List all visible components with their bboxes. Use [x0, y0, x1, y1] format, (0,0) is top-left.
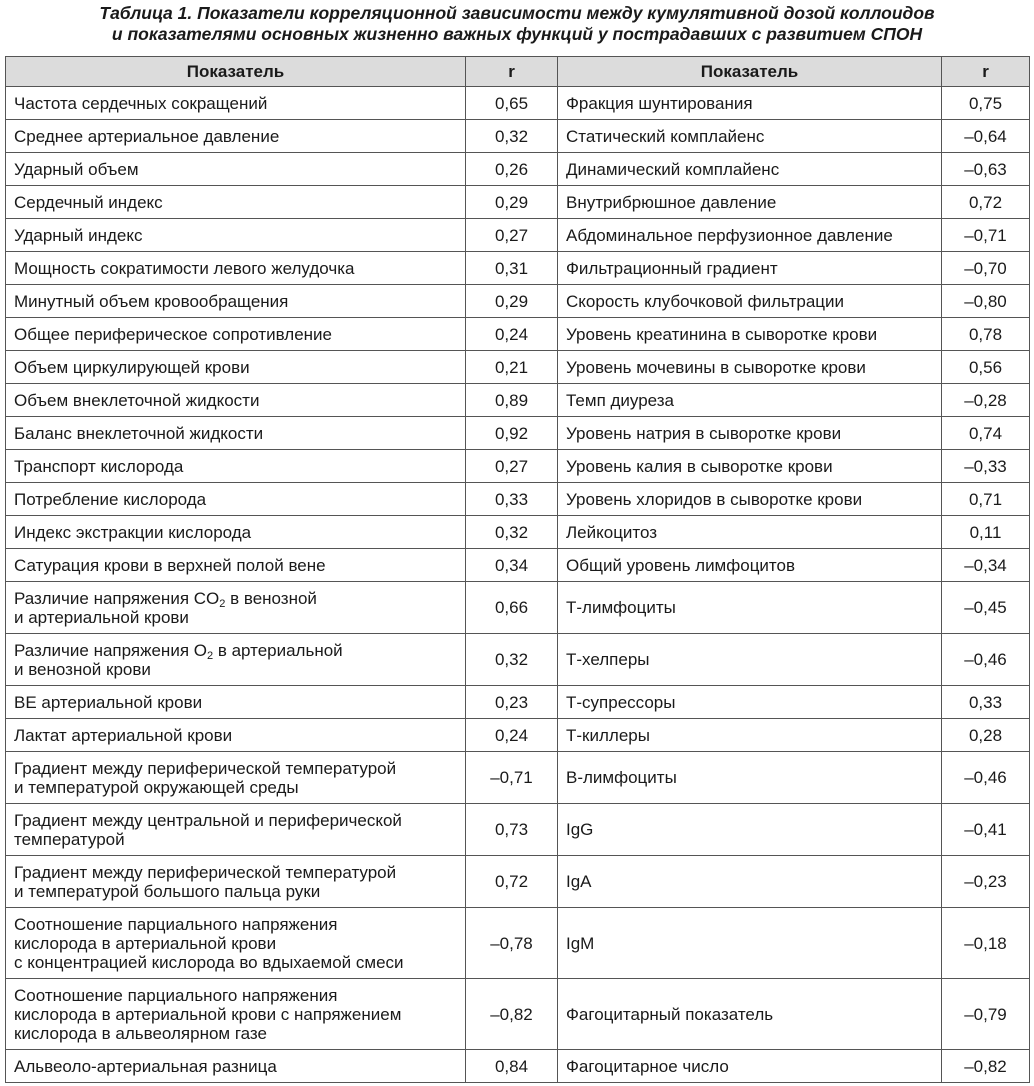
caption-line-2: и показателями основных жизненно важных функций у пострадавших с развитием СПОН [111, 24, 923, 44]
left-indicator-text: Различие напряжения O [14, 640, 207, 660]
right-r-value: –0,45 [942, 582, 1030, 634]
left-indicator-cell [6, 285, 466, 318]
left-indicator-text: Ударный индекс [14, 225, 143, 245]
right-r-value: 0,33 [942, 686, 1030, 719]
left-r-value: 0,23 [466, 686, 558, 719]
left-indicator-cell [6, 856, 466, 908]
left-r-value: 0,29 [466, 285, 558, 318]
left-r-value: 0,73 [466, 804, 558, 856]
header-row [6, 57, 1030, 87]
left-indicator-text: Транспорт кислорода [14, 456, 184, 476]
left-r-value: 0,65 [466, 87, 558, 120]
table-row [6, 87, 1030, 120]
table-row [6, 516, 1030, 549]
table-row [6, 1050, 1030, 1083]
table-row [6, 417, 1030, 450]
left-indicator-text: Частота сердечных сокращений [14, 93, 268, 113]
left-indicator-cell [6, 1050, 466, 1083]
left-r-value: 0,21 [466, 351, 558, 384]
table-row [6, 219, 1030, 252]
table-row [6, 719, 1030, 752]
table-row [6, 804, 1030, 856]
right-r-value: –0,79 [942, 979, 1030, 1050]
left-indicator-text: и температурой окружающей среды [14, 777, 299, 797]
table-row [6, 856, 1030, 908]
left-indicator-text: температурой [14, 829, 125, 849]
left-r-value: 0,32 [466, 634, 558, 686]
right-indicator-cell: Уровень натрия в сыворотке крови [558, 417, 942, 450]
left-r-value: 0,92 [466, 417, 558, 450]
table-row [6, 634, 1030, 686]
left-indicator-text: и артериальной крови [14, 607, 189, 627]
right-r-value: –0,46 [942, 752, 1030, 804]
left-r-value: 0,27 [466, 450, 558, 483]
left-indicator-text: Сердечный индекс [14, 192, 163, 212]
left-indicator-text: в артериальной [213, 640, 343, 660]
left-indicator-text: Градиент между периферической температурой [14, 862, 397, 882]
right-indicator-cell: IgM [558, 908, 942, 979]
right-indicator-cell: Уровень калия в сыворотке крови [558, 450, 942, 483]
left-indicator-text: Общее периферическое сопротивление [14, 324, 332, 344]
subscript: 2 [206, 649, 214, 662]
right-r-value: 0,56 [942, 351, 1030, 384]
table-row [6, 384, 1030, 417]
table-row [6, 582, 1030, 634]
header-r-right: r [942, 57, 1030, 87]
left-indicator-text: и венозной крови [14, 659, 151, 679]
right-indicator-cell: Фагоцитарное число [558, 1050, 942, 1083]
left-indicator-text: Ударный объем [14, 159, 139, 179]
left-indicator-text: ВЕ артериальной крови [14, 692, 203, 712]
table-row [6, 120, 1030, 153]
left-indicator-cell [6, 549, 466, 582]
left-indicator-cell [6, 153, 466, 186]
table-body [6, 87, 1030, 1083]
left-indicator-cell [6, 686, 466, 719]
left-indicator-cell [6, 417, 466, 450]
right-indicator-cell: Т-хелперы [558, 634, 942, 686]
left-indicator-text: Сатурация крови в верхней полой вене [14, 555, 326, 575]
left-indicator-cell [6, 186, 466, 219]
left-r-value: 0,24 [466, 318, 558, 351]
table-row [6, 153, 1030, 186]
left-indicator-cell [6, 634, 466, 686]
table-row [6, 351, 1030, 384]
table-row [6, 285, 1030, 318]
right-r-value: –0,82 [942, 1050, 1030, 1083]
left-indicator-text: Градиент между периферической температурой [14, 758, 397, 778]
left-indicator-text: Среднее артериальное давление [14, 126, 280, 146]
table-row [6, 908, 1030, 979]
left-indicator-text: Различие напряжения CO [14, 588, 220, 608]
left-indicator-text: Альвеоло-артериальная разница [14, 1056, 277, 1076]
right-r-value: –0,46 [942, 634, 1030, 686]
right-r-value: –0,80 [942, 285, 1030, 318]
left-indicator-cell [6, 516, 466, 549]
right-r-value: 0,72 [942, 186, 1030, 219]
right-indicator-cell: Уровень мочевины в сыворотке крови [558, 351, 942, 384]
left-r-value: 0,31 [466, 252, 558, 285]
table-row [6, 483, 1030, 516]
left-indicator-cell [6, 804, 466, 856]
left-indicator-cell [6, 908, 466, 979]
right-r-value: –0,33 [942, 450, 1030, 483]
left-indicator-cell [6, 483, 466, 516]
right-indicator-cell: Уровень хлоридов в сыворотке крови [558, 483, 942, 516]
left-r-value: –0,82 [466, 979, 558, 1050]
subscript: 2 [219, 597, 226, 610]
right-r-value: 0,74 [942, 417, 1030, 450]
left-indicator-text: Соотношение парциального напряжения [14, 914, 338, 934]
right-r-value: 0,71 [942, 483, 1030, 516]
right-r-value: –0,70 [942, 252, 1030, 285]
right-r-value: –0,71 [942, 219, 1030, 252]
right-indicator-cell: Скорость клубочковой фильтрации [558, 285, 942, 318]
right-indicator-cell: Статический комплайенс [558, 120, 942, 153]
right-indicator-cell: IgG [558, 804, 942, 856]
right-r-value: 0,11 [942, 516, 1030, 549]
right-indicator-cell: Темп диуреза [558, 384, 942, 417]
left-r-value: 0,33 [466, 483, 558, 516]
left-r-value: 0,24 [466, 719, 558, 752]
table-caption [0, 3, 1034, 53]
left-r-value: 0,29 [466, 186, 558, 219]
right-indicator-cell: Т-киллеры [558, 719, 942, 752]
right-indicator-cell: Фракция шунтирования [558, 87, 942, 120]
right-indicator-cell: Динамический комплайенс [558, 153, 942, 186]
left-indicator-text: кислорода в альвеолярном газе [14, 1023, 267, 1043]
left-indicator-cell [6, 450, 466, 483]
left-indicator-text: Мощность сократимости левого желудочка [14, 258, 355, 278]
right-indicator-cell: IgA [558, 856, 942, 908]
right-r-value: –0,34 [942, 549, 1030, 582]
table-row [6, 186, 1030, 219]
right-r-value: –0,41 [942, 804, 1030, 856]
left-r-value: 0,84 [466, 1050, 558, 1083]
left-indicator-cell [6, 384, 466, 417]
header-indicator-right: Показатель [558, 57, 942, 87]
left-r-value: 0,32 [466, 516, 558, 549]
right-indicator-cell: В-лимфоциты [558, 752, 942, 804]
left-indicator-cell [6, 719, 466, 752]
left-indicator-text: Потребление кислорода [14, 489, 207, 509]
left-indicator-cell [6, 252, 466, 285]
right-r-value: 0,75 [942, 87, 1030, 120]
right-indicator-cell: Абдоминальное перфузионное давление [558, 219, 942, 252]
right-indicator-cell: Внутрибрюшное давление [558, 186, 942, 219]
left-r-value: 0,89 [466, 384, 558, 417]
right-indicator-cell: Т-лимфоциты [558, 582, 942, 634]
right-indicator-cell: Лейкоцитоз [558, 516, 942, 549]
left-indicator-text: Баланс внеклеточной жидкости [14, 423, 264, 443]
left-indicator-text: Минутный объем кровообращения [14, 291, 289, 311]
left-indicator-cell [6, 219, 466, 252]
table-row [6, 979, 1030, 1050]
left-indicator-cell [6, 979, 466, 1050]
left-indicator-cell [6, 582, 466, 634]
right-r-value: –0,64 [942, 120, 1030, 153]
left-indicator-text: Соотношение парциального напряжения [14, 985, 338, 1005]
right-indicator-cell: Общий уровень лимфоцитов [558, 549, 942, 582]
right-indicator-cell: Фагоцитарный показатель [558, 979, 942, 1050]
left-indicator-text: Объем внеклеточной жидкости [14, 390, 260, 410]
right-indicator-cell: Фильтрационный градиент [558, 252, 942, 285]
left-indicator-cell [6, 120, 466, 153]
left-indicator-text: в венозной [225, 588, 317, 608]
left-r-value: 0,27 [466, 219, 558, 252]
left-indicator-text: с концентрацией кислорода во вдыхаемой смеси [14, 952, 404, 972]
right-r-value: –0,23 [942, 856, 1030, 908]
left-indicator-text: кислорода в артериальной крови [14, 933, 277, 953]
left-r-value: –0,78 [466, 908, 558, 979]
header-r-left: r [466, 57, 558, 87]
left-indicator-text: и температурой большого пальца руки [14, 881, 321, 901]
right-indicator-cell: Уровень креатинина в сыворотке крови [558, 318, 942, 351]
left-indicator-text: кислорода в артериальной крови с напряжением [14, 1004, 402, 1024]
right-r-value: 0,28 [942, 719, 1030, 752]
left-r-value: 0,66 [466, 582, 558, 634]
right-r-value: –0,28 [942, 384, 1030, 417]
table-row [6, 318, 1030, 351]
right-r-value: 0,78 [942, 318, 1030, 351]
left-indicator-cell [6, 318, 466, 351]
header-indicator-left: Показатель [6, 57, 466, 87]
left-indicator-cell [6, 752, 466, 804]
left-r-value: 0,34 [466, 549, 558, 582]
table-row [6, 686, 1030, 719]
right-r-value: –0,18 [942, 908, 1030, 979]
table-row [6, 450, 1030, 483]
left-indicator-text: Градиент между центральной и периферической [14, 810, 402, 830]
right-r-value: –0,63 [942, 153, 1030, 186]
right-indicator-cell: Т-супрессоры [558, 686, 942, 719]
left-indicator-text: Объем циркулирующей крови [14, 357, 250, 377]
left-r-value: 0,32 [466, 120, 558, 153]
left-r-value: –0,71 [466, 752, 558, 804]
left-r-value: 0,26 [466, 153, 558, 186]
left-indicator-text: Лактат артериальной крови [14, 725, 233, 745]
correlation-table [5, 56, 1030, 1083]
left-indicator-text: Индекс экстракции кислорода [14, 522, 252, 542]
left-indicator-cell [6, 87, 466, 120]
left-indicator-cell [6, 351, 466, 384]
left-r-value: 0,72 [466, 856, 558, 908]
table-row [6, 252, 1030, 285]
table-row [6, 752, 1030, 804]
table-row [6, 549, 1030, 582]
caption-line-1: Таблица 1. Показатели корреляционной зависимости между кумулятивной дозой коллоидов [99, 3, 935, 23]
